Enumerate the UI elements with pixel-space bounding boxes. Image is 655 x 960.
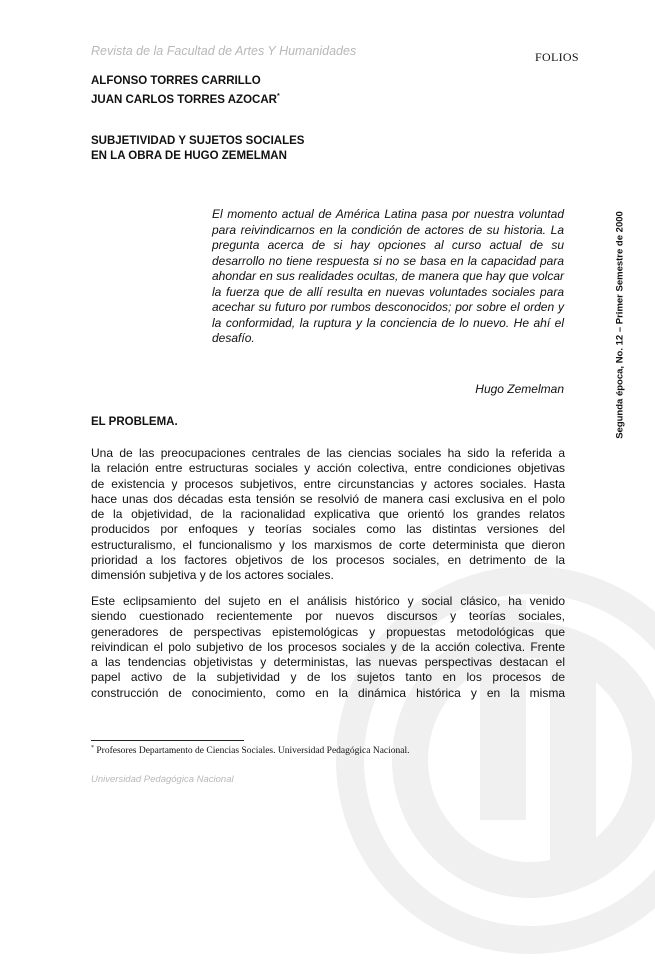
- paragraph-line: reivindican el polo subjetivo de los procesos sociales y de la acción colectiva. Frente: [91, 639, 565, 654]
- authors-block: [91, 74, 280, 108]
- epigraph-text: El momento actual de América Latina pasa por nuestra voluntad para reivindicarnos en la condición de actores de su historia. La pregunta acerca de si hay opciones al curso actual de su desarrollo no tiene respuesta si no se basa en la capacidad para ahondar en sus realidades ocultas, de manera que hay que volcar la fuerza que de allí resulta en nuevas voluntades sociales para acechar su futuro por rumbos desconocidos; por sobre el orden y la conformidad, la ruptura y la conciencia de lo nuevo. He ahí el desafío.: [212, 207, 564, 345]
- paragraph-line: siendo cuestionado recientemente por nuevos discursos y teorías sociales,: [91, 609, 565, 624]
- paragraph-line: Una de las preocupaciones centrales de las ciencias sociales ha sido la referida a: [91, 446, 565, 460]
- paragraph-line: generadores de perspectivas epistemológicas y propuestas metodológicas que: [91, 624, 565, 639]
- epigraph-author: Hugo Zemelman: [475, 382, 564, 396]
- footer-university: Universidad Pedagógica Nacional: [91, 774, 234, 785]
- paragraph-line: prioridad a los factores objetivos de los procesos sociales, en detrimento de la: [91, 553, 565, 568]
- paragraph-line: estructuralismo, el funcionalismo y los marxismos de corte determinista que dieron: [91, 537, 565, 552]
- footnote-divider: [91, 740, 244, 741]
- journal-name: Revista de la Facultad de Artes Y Humanidades: [91, 44, 357, 58]
- paragraph-line: construcción de conocimiento, como en la dinámica histórica y en la misma: [91, 685, 565, 700]
- paragraph-1: [91, 446, 565, 584]
- title-line-1: SUBJETIVIDAD Y SUJETOS SOCIALES: [91, 135, 305, 147]
- paragraph-line: la relación entre estructuras sociales y acción colectiva, entre condiciones objetivas: [91, 461, 565, 476]
- paragraph-line: de existencia y procesos subjetivos, entre circunstancias y actores sociales. Hasta: [91, 476, 565, 491]
- paragraph-line: hace unas dos décadas esta tensión se resolvió de manera casi exclusiva en el polo: [91, 491, 565, 506]
- article-title: [91, 134, 304, 164]
- paragraph-line: dimensión subjetiva y de los actores sociales.: [91, 568, 334, 583]
- title-line-2: EN LA OBRA DE HUGO ZEMELMAN: [91, 150, 287, 162]
- author-2-line: [91, 89, 280, 108]
- paragraph-line: papel activo de la subjetividad y de los sujetos tanto en los procesos de: [91, 670, 565, 685]
- section-heading: EL PROBLEMA.: [91, 416, 178, 428]
- paragraph-line: a las tendencias objetivistas y deterministas, las nuevas perspectivas destacan el: [91, 655, 565, 670]
- footnote: [91, 745, 410, 756]
- author-1: ALFONSO TORRES CARRILLO: [91, 75, 261, 87]
- author-2: JUAN CARLOS TORRES AZOCAR: [91, 93, 277, 106]
- footnote-mark: *: [91, 745, 94, 751]
- author-footnote-mark: *: [276, 93, 280, 100]
- section-label: FOLIOS: [535, 50, 579, 64]
- issue-sidebar: [612, 200, 628, 450]
- paragraph-2: [91, 594, 565, 701]
- paragraph-line: de la objetividad, de la racionalidad explicativa que orientó los grandes relatos: [91, 507, 565, 522]
- paragraph-line: Este eclipsamiento del sujeto en el análisis histórico y social clásico, ha venido: [91, 594, 565, 608]
- paragraph-line: producidos por enfoques y teorías sociales como las distintas versiones del: [91, 522, 565, 537]
- issue-sidebar-text: Segunda época, No. 12 – Primer Semestre de 2000: [614, 211, 626, 439]
- footnote-text: Profesores Departamento de Ciencias Sociales. Universidad Pedagógica Nacional.: [96, 746, 410, 757]
